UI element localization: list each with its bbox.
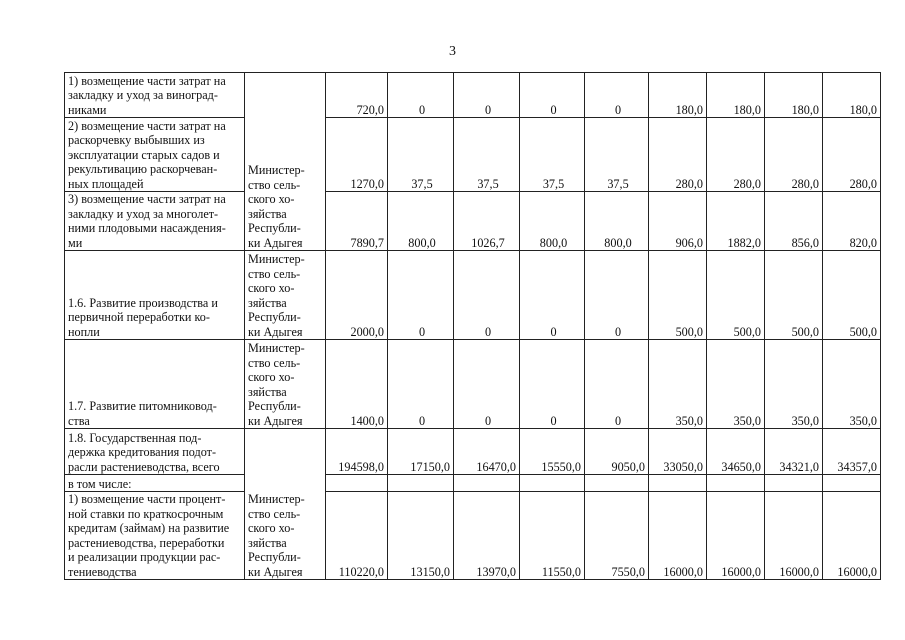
value-cell: 7550,0 (585, 492, 649, 580)
value-cell: 0 (520, 251, 585, 340)
value-cell: 280,0 (823, 118, 881, 192)
value-cell: 0 (454, 251, 520, 340)
row-description: 2) возмещение части затрат на раскорчевку выбывших из эксплуатации старых садов и рекультивацию раскорчеван- ных площадей (65, 118, 245, 192)
value-cell: 906,0 (649, 192, 707, 251)
value-cell: 0 (520, 73, 585, 118)
executor-cell: Министер- ство сель- ского хо- зяйства Республи- ки Адыгея (245, 251, 326, 340)
value-cell (823, 475, 881, 492)
value-cell (388, 475, 454, 492)
value-total: 1270,0 (326, 118, 388, 192)
value-cell: 350,0 (707, 340, 765, 429)
value-cell (707, 475, 765, 492)
value-cell: 11550,0 (520, 492, 585, 580)
value-cell: 0 (585, 340, 649, 429)
value-cell: 0 (520, 340, 585, 429)
value-cell: 350,0 (765, 340, 823, 429)
row-description: 1) возмещение части процент- ной ставки по краткосрочным кредитам (займам) на развитие растениеводства, переработки и реализации продукции рас- тениеводства (65, 492, 245, 580)
value-cell: 13970,0 (454, 492, 520, 580)
value-cell (520, 475, 585, 492)
value-cell (454, 475, 520, 492)
value-cell (585, 475, 649, 492)
value-cell: 820,0 (823, 192, 881, 251)
table-row (65, 429, 881, 475)
value-cell: 17150,0 (388, 429, 454, 475)
value-cell: 0 (454, 73, 520, 118)
value-cell: 0 (585, 251, 649, 340)
value-cell: 800,0 (520, 192, 585, 251)
value-total: 110220,0 (326, 492, 388, 580)
table-row (65, 492, 881, 580)
value-cell: 1882,0 (707, 192, 765, 251)
value-cell: 0 (388, 340, 454, 429)
value-cell: 500,0 (823, 251, 881, 340)
value-total: 194598,0 (326, 429, 388, 475)
value-cell: 280,0 (765, 118, 823, 192)
page-number: 3 (449, 44, 456, 59)
value-cell: 13150,0 (388, 492, 454, 580)
value-cell: 500,0 (649, 251, 707, 340)
value-cell: 500,0 (765, 251, 823, 340)
program-funding-table (64, 72, 881, 580)
value-cell: 350,0 (823, 340, 881, 429)
value-cell: 280,0 (707, 118, 765, 192)
value-cell: 16000,0 (707, 492, 765, 580)
value-cell (765, 475, 823, 492)
value-cell: 33050,0 (649, 429, 707, 475)
table-row (65, 475, 881, 492)
value-cell: 37,5 (454, 118, 520, 192)
value-cell: 500,0 (707, 251, 765, 340)
value-total: 2000,0 (326, 251, 388, 340)
executor-cell: Министер- ство сель- ского хо- зяйства Республи- ки Адыгея (245, 73, 326, 251)
value-cell: 34650,0 (707, 429, 765, 475)
value-cell: 37,5 (585, 118, 649, 192)
value-cell: 280,0 (649, 118, 707, 192)
value-cell: 180,0 (823, 73, 881, 118)
row-description: 3) возмещение части затрат на закладку и уход за многолет- ними плодовыми насаждения- ми (65, 192, 245, 251)
value-total: 1400,0 (326, 340, 388, 429)
value-cell: 0 (585, 73, 649, 118)
row-description: в том числе: (65, 475, 245, 492)
row-description: 1.7. Развитие питомниковод- ства (65, 340, 245, 429)
value-cell: 16000,0 (823, 492, 881, 580)
value-cell: 856,0 (765, 192, 823, 251)
table-row (65, 73, 881, 118)
table-row (65, 192, 881, 251)
row-description: 1.6. Развитие производства и первичной переработки ко- нопли (65, 251, 245, 340)
value-cell: 9050,0 (585, 429, 649, 475)
value-total: 720,0 (326, 73, 388, 118)
value-cell: 180,0 (765, 73, 823, 118)
value-cell: 800,0 (585, 192, 649, 251)
value-cell (649, 475, 707, 492)
value-cell: 15550,0 (520, 429, 585, 475)
value-cell: 800,0 (388, 192, 454, 251)
table-row (65, 118, 881, 192)
value-cell: 37,5 (520, 118, 585, 192)
value-cell: 34321,0 (765, 429, 823, 475)
executor-cell: Министер- ство сель- ского хо- зяйства Республи- ки Адыгея (245, 429, 326, 580)
table-row (65, 340, 881, 429)
value-cell: 350,0 (649, 340, 707, 429)
value-total: 7890,7 (326, 192, 388, 251)
value-cell: 0 (454, 340, 520, 429)
value-cell: 37,5 (388, 118, 454, 192)
value-cell: 180,0 (707, 73, 765, 118)
value-cell: 16000,0 (765, 492, 823, 580)
value-total (326, 475, 388, 492)
value-cell: 180,0 (649, 73, 707, 118)
value-cell: 16470,0 (454, 429, 520, 475)
row-description: 1) возмещение части затрат на закладку и уход за виноград- никами (65, 73, 245, 118)
value-cell: 0 (388, 73, 454, 118)
value-cell: 16000,0 (649, 492, 707, 580)
table-row (65, 251, 881, 340)
value-cell: 34357,0 (823, 429, 881, 475)
row-description: 1.8. Государственная под- держка кредитования подот- расли растениеводства, всего (65, 429, 245, 475)
value-cell: 0 (388, 251, 454, 340)
value-cell: 1026,7 (454, 192, 520, 251)
executor-cell: Министер- ство сель- ского хо- зяйства Республи- ки Адыгея (245, 340, 326, 429)
